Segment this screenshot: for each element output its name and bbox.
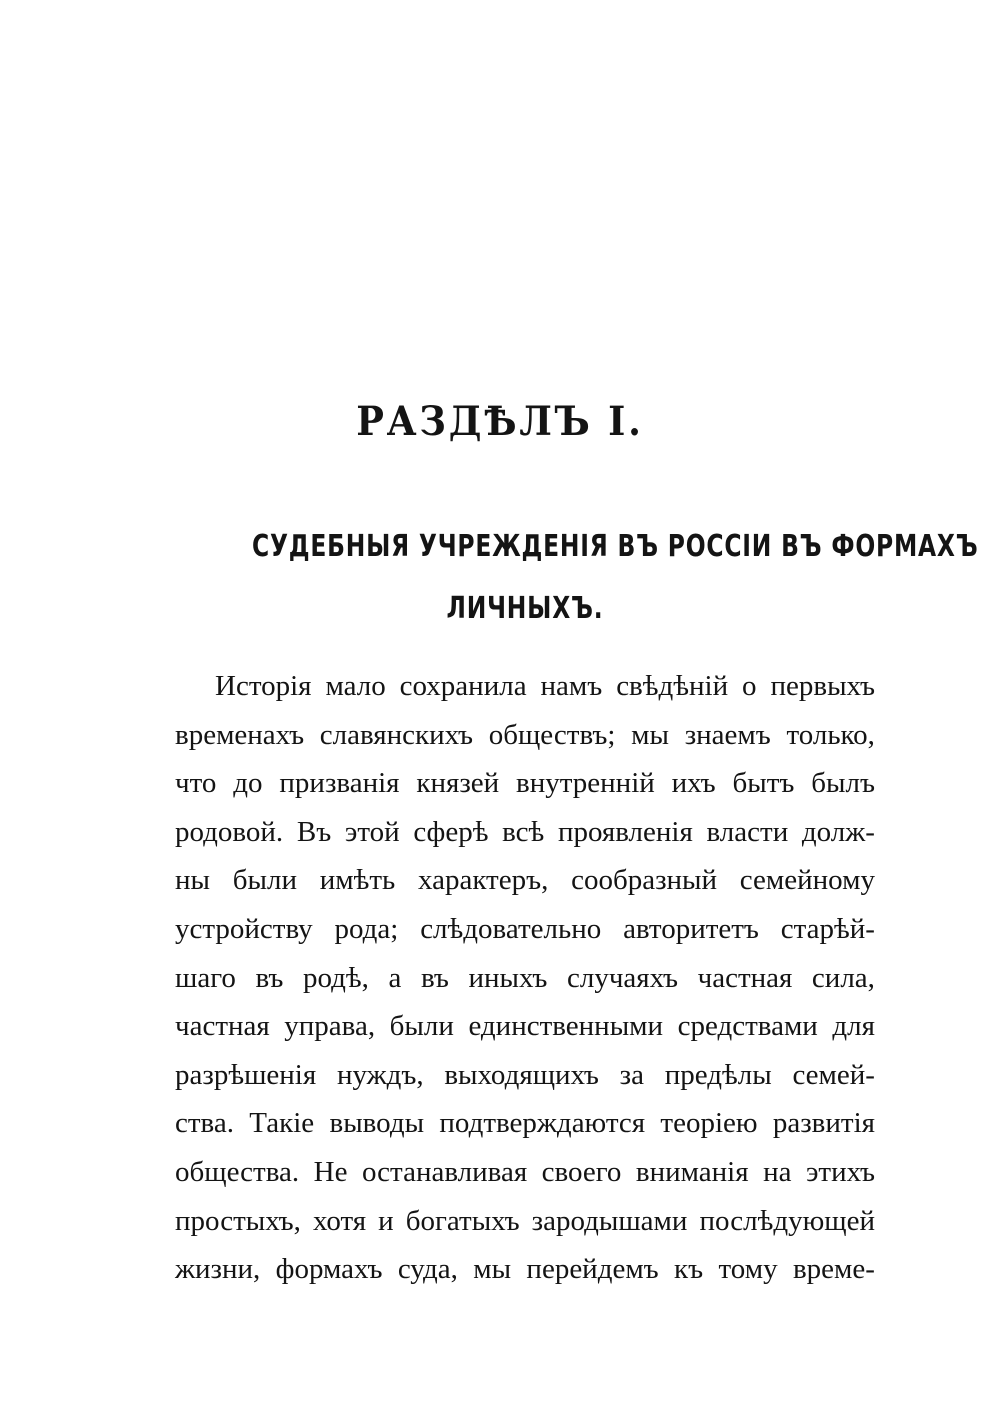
word: мы [473,1253,512,1286]
word: тому [718,1253,778,1286]
word: долж- [801,815,875,848]
word: шаго [175,961,236,994]
paragraph-line [175,662,875,711]
word: бытъ [732,767,795,800]
word: общества. [175,1155,300,1188]
word: на [763,1155,792,1188]
paragraph-line [175,1148,875,1197]
word: предѣлы [664,1058,772,1091]
section-heading: РАЗДѢЛЪ I. [356,398,644,445]
word: средствами [677,1010,818,1043]
paragraph-line [175,1002,875,1051]
word: управа, [284,1010,376,1043]
word: време- [792,1253,875,1286]
paragraph-line [175,856,875,905]
word: всѣ [502,815,545,848]
word: мы [631,718,669,751]
paragraph-line [175,1245,875,1294]
word: въ [420,961,449,994]
word: были [389,1010,454,1043]
word: вниманія [635,1155,749,1188]
word: останавливая [361,1155,528,1188]
word: Такіе [249,1107,315,1140]
word: старѣй- [780,912,875,945]
word: родовой. [175,815,284,848]
word: свѣдѣній [616,670,729,702]
word: развитія [772,1107,875,1140]
word: ихъ [671,767,716,800]
word: проявленія [557,815,693,848]
word: жизни, [175,1253,261,1286]
paragraph-line [175,1051,875,1100]
word: богатыхъ [405,1204,520,1237]
word: этой [344,815,400,848]
paragraph-line [175,759,875,808]
word: подтверждаются [439,1107,646,1140]
word: характеръ, [417,864,549,897]
word: имѣть [319,864,396,897]
word: послѣдующей [699,1204,875,1237]
word: частная [175,1010,270,1043]
word: зародышами [531,1204,688,1237]
word: только, [786,718,875,751]
word: Исторія [215,670,312,702]
word: этихъ [805,1155,875,1188]
word: внутренній [516,767,655,800]
chapter-title-line-2: ЛИЧНЫХЪ. [446,591,604,626]
word: рода; [334,912,399,945]
paragraph-line [175,808,875,857]
word: обществъ; [488,718,616,751]
word: о [742,670,757,702]
word: знаемъ [684,718,771,751]
word: суда, [397,1253,458,1286]
word: хотя [312,1204,367,1237]
word: сферѣ [413,815,489,848]
word: теоріею [660,1107,758,1140]
word: своего [541,1155,622,1188]
word: намъ [540,670,603,702]
body-paragraph [175,662,875,1294]
word: въ [255,961,284,994]
word: сообразный [571,864,718,897]
word: за [619,1058,644,1091]
word: единственными [468,1010,664,1043]
word: мало [325,670,386,702]
word: ства. [175,1107,234,1140]
word: а [388,961,402,994]
word: что [175,767,217,800]
chapter-title [175,516,979,640]
paragraph-line [175,1197,875,1246]
word: власти [706,815,789,848]
word: слѣдовательно [420,912,602,945]
word: родѣ, [303,961,369,994]
word: до [233,767,263,800]
paragraph-line [175,1099,875,1148]
word: славянскихъ [319,718,474,751]
word: Не [313,1155,348,1188]
word: семей- [792,1058,875,1091]
word: случаяхъ [567,961,679,994]
word: иныхъ [468,961,548,994]
word: призванія [279,767,400,800]
word: сохранила [399,670,527,702]
word: для [832,1010,875,1043]
word: семейному [739,864,875,897]
word: простыхъ, [175,1204,301,1237]
word: частная [697,961,793,994]
word: и [378,1204,394,1237]
word: нуждъ, [336,1058,424,1091]
paragraph-line [175,954,875,1003]
word: перейдемъ [526,1253,659,1286]
word: сила, [811,961,875,994]
word: разрѣшенія [175,1058,317,1091]
word: устройству [175,912,313,945]
word: выводы [329,1107,425,1140]
word: первыхъ [770,670,875,702]
chapter-title-line-1: СУДЕБНЫЯ УЧРЕЖДЕНІЯ ВЪ РОССІИ ВЪ ФОРМАХЪ [252,529,979,564]
word: князей [416,767,500,800]
paragraph-line [175,711,875,760]
word: былъ [811,767,875,800]
paragraph-line [175,905,875,954]
word: авторитетъ [623,912,759,945]
word: формахъ [275,1253,383,1286]
word: были [232,864,297,897]
word: выходящихъ [444,1058,599,1091]
word: временахъ [175,718,305,751]
word: ны [175,864,211,897]
word: къ [674,1253,704,1286]
word: Въ [296,815,332,848]
